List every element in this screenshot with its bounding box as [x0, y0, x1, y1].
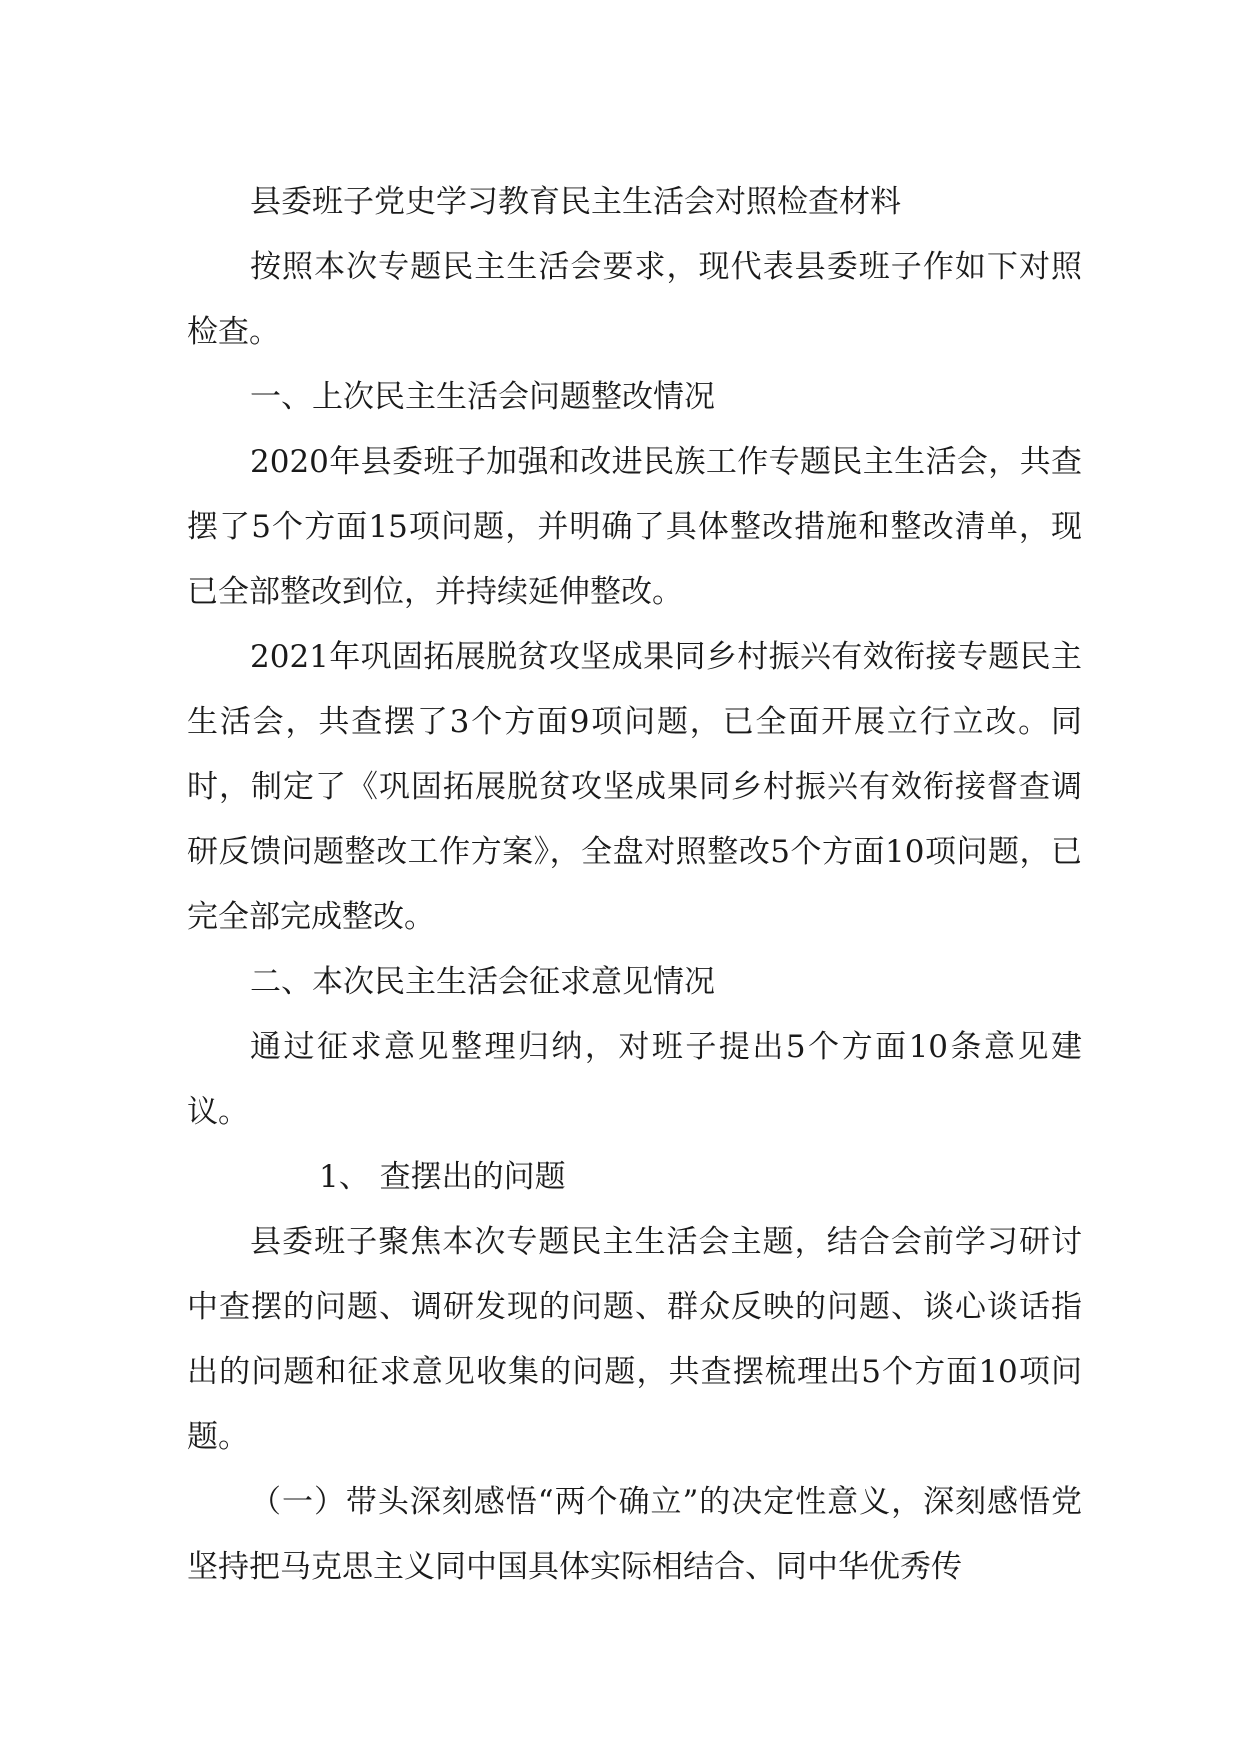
paragraph-2020: 2020年县委班子加强和改进民族工作专题民主生活会，共查摆了5个方面15项问题，并明确了具体整改措施和整改清单，现已全部整改到位，并持续延伸整改。 [187, 444, 1082, 610]
section-heading-1: 一、上次民主生活会问题整改情况 [250, 379, 715, 415]
document-body [187, 170, 1082, 1600]
subsection-heading-1: 1、 查摆出的问题 [319, 1159, 566, 1195]
paragraph-2021: 2021年巩固拓展脱贫攻坚成果同乡村振兴有效衔接专题民主生活会，共查摆了3个方面9项问题，已全面开展立行立改。同时，制定了《巩固拓展脱贫攻坚成果同乡村振兴有效衔接督查调研反馈问题整改工作方案》，全盘对照整改5个方面10项问题，已完全部完成整改。 [187, 639, 1082, 935]
paragraph-issues: 县委班子聚焦本次专题民主生活会主题，结合会前学习研讨中查摆的问题、调研发现的问题、群众反映的问题、谈心谈话指出的问题和征求意见收集的问题，共查摆梳理出5个方面10项问题。 [187, 1224, 1082, 1455]
document-title: 县委班子党史学习教育民主生活会对照检查材料 [250, 184, 901, 220]
section-heading-2: 二、本次民主生活会征求意见情况 [250, 964, 715, 1000]
paragraph-opinions: 通过征求意见整理归纳，对班子提出5个方面10条意见建议。 [187, 1029, 1082, 1130]
paragraph-item-1: （一）带头深刻感悟“两个确立”的决定性意义，深刻感悟党坚持把马克思主义同中国具体实际相结合、同中华优秀传 [187, 1484, 1082, 1585]
paragraph-intro: 按照本次专题民主生活会要求，现代表县委班子作如下对照检查。 [187, 249, 1082, 350]
